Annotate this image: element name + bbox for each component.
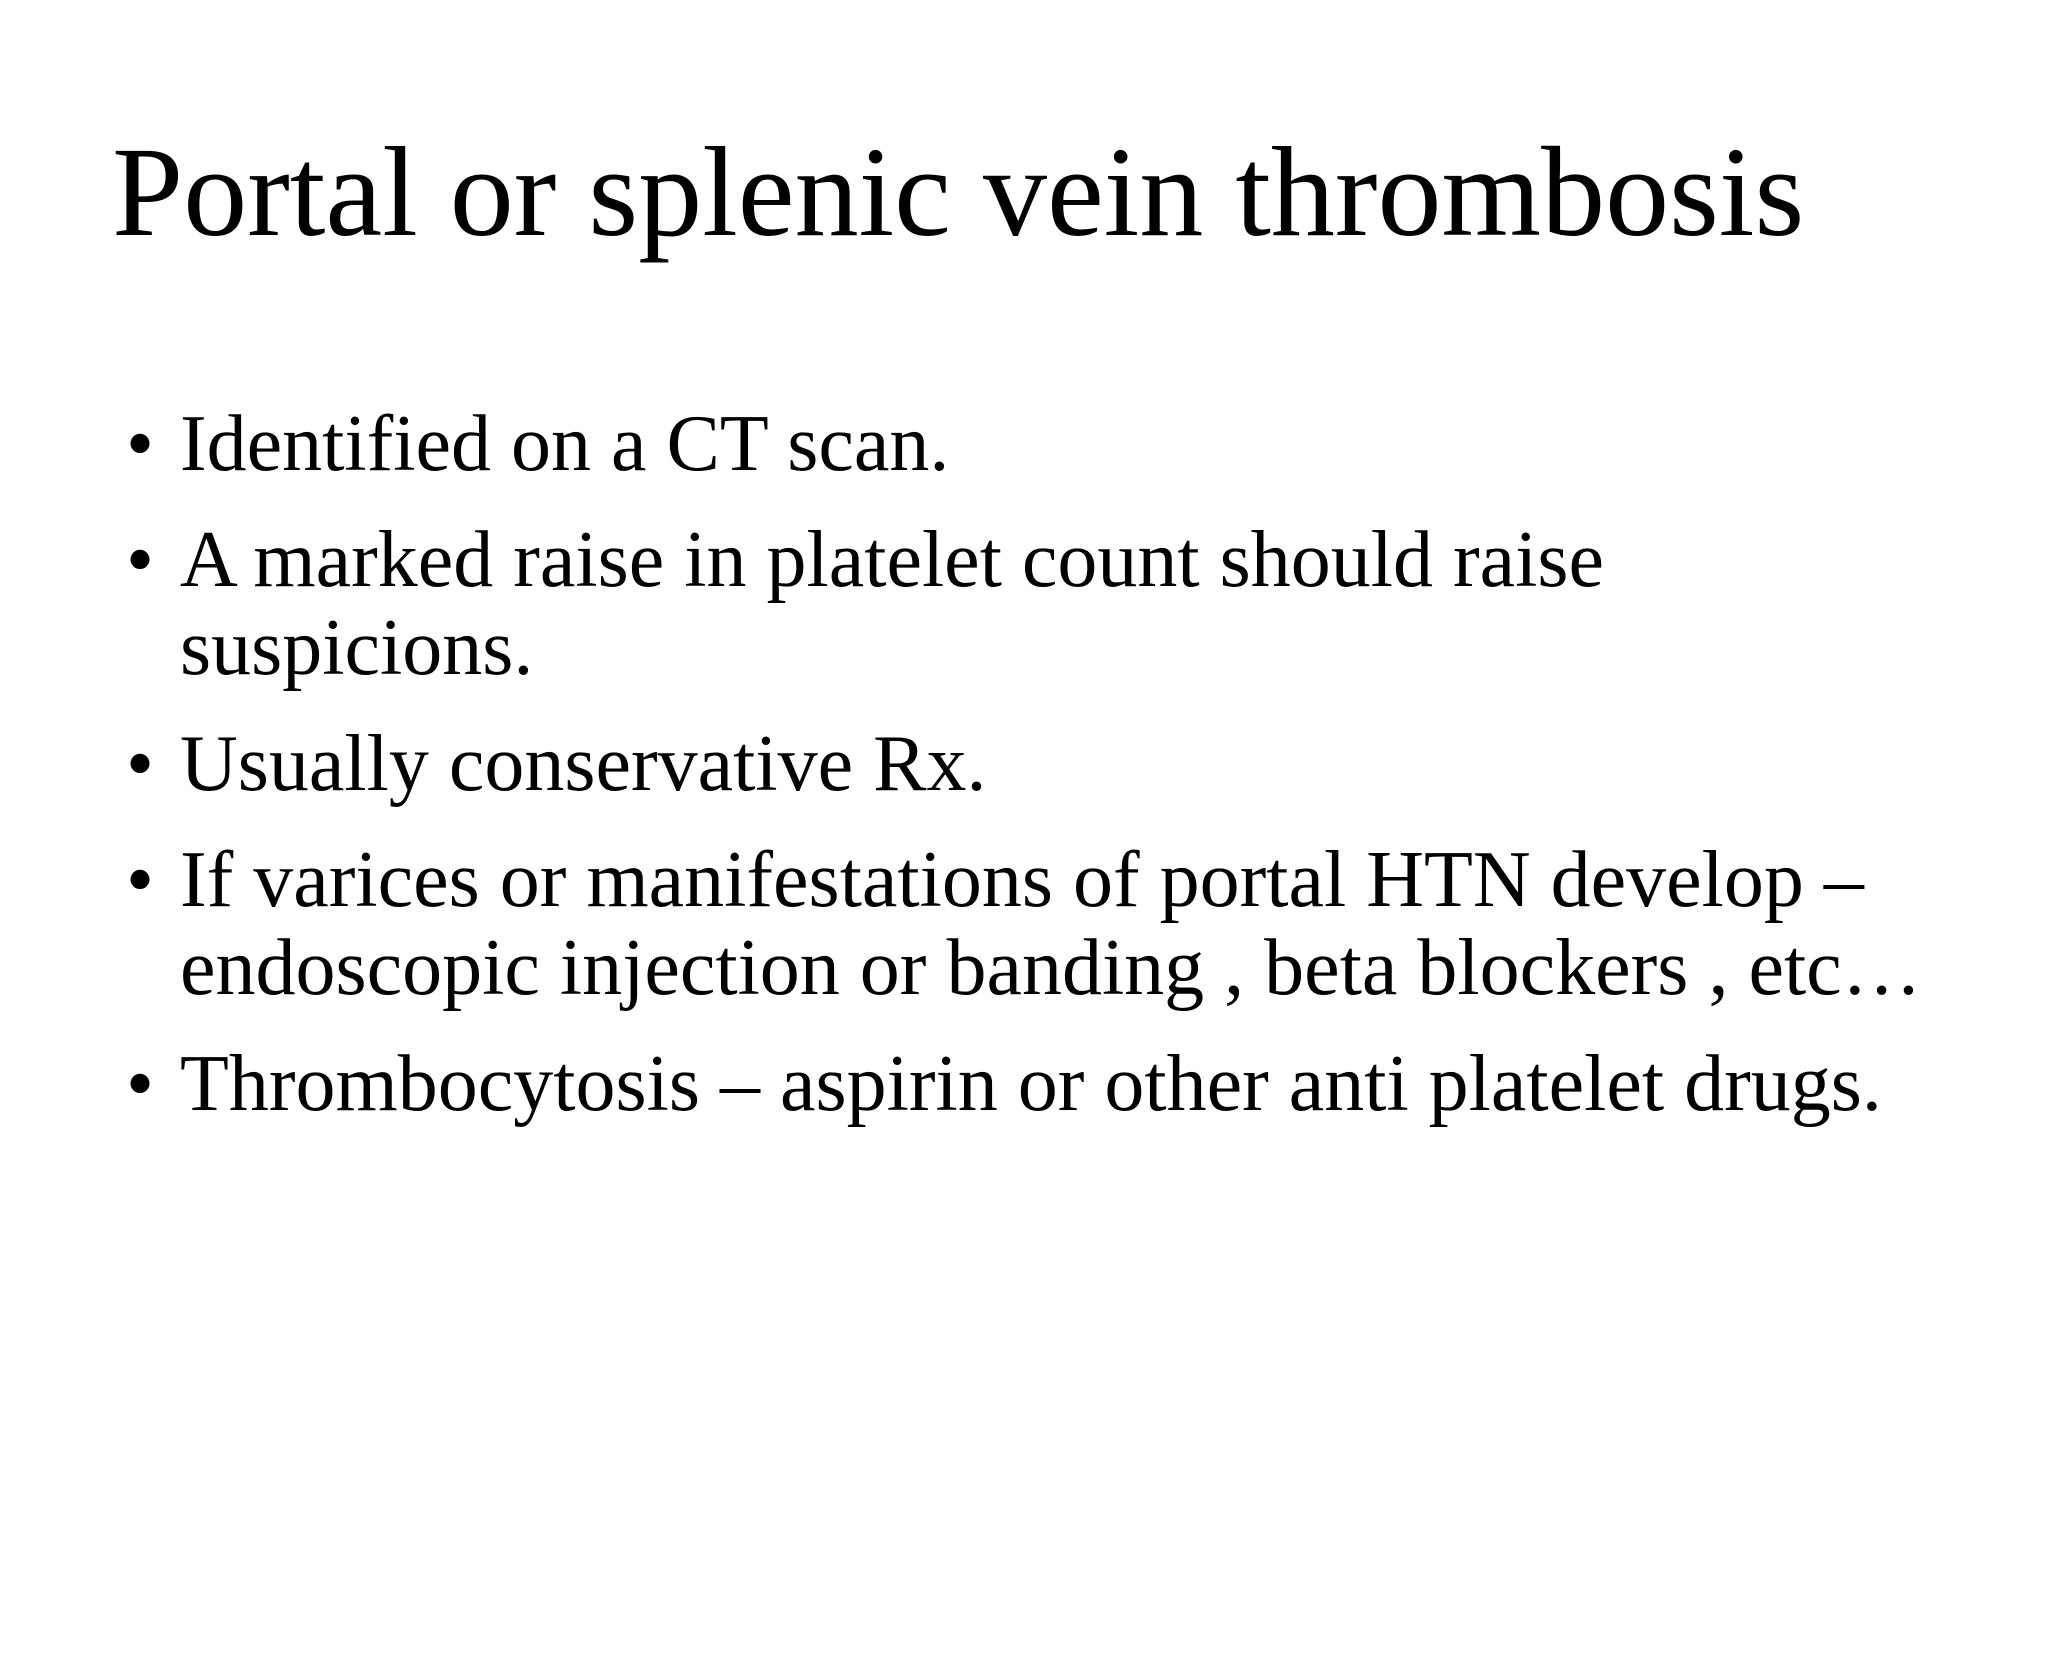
slide-title: Portal or splenic vein thrombosis: [112, 121, 1805, 263]
bullet-text-continued: endoscopic injection or banding , beta blockers , etc…: [180, 924, 1922, 1012]
bullet-text: If varices or manifestations of portal HTN develop –: [180, 836, 1864, 924]
bullet-icon: •: [126, 516, 155, 604]
bullet-item: [0, 720, 2048, 808]
bullet-icon: •: [126, 400, 155, 488]
bullet-list: [0, 400, 2048, 1156]
bullet-icon: •: [126, 720, 155, 808]
bullet-text: A marked raise in platelet count should raise: [180, 516, 1605, 604]
bullet-icon: •: [126, 1040, 155, 1128]
bullet-text: Thrombocytosis – aspirin or other anti platelet drugs.: [180, 1040, 1882, 1128]
bullet-text: Usually conservative Rx.: [180, 720, 987, 808]
bullet-text: Identified on a CT scan.: [180, 400, 950, 488]
bullet-item: [0, 836, 2048, 1012]
bullet-item: [0, 400, 2048, 488]
bullet-icon: •: [126, 836, 155, 924]
bullet-item: [0, 1040, 2048, 1128]
bullet-item: [0, 516, 2048, 692]
bullet-text-continued: suspicions.: [180, 604, 534, 692]
